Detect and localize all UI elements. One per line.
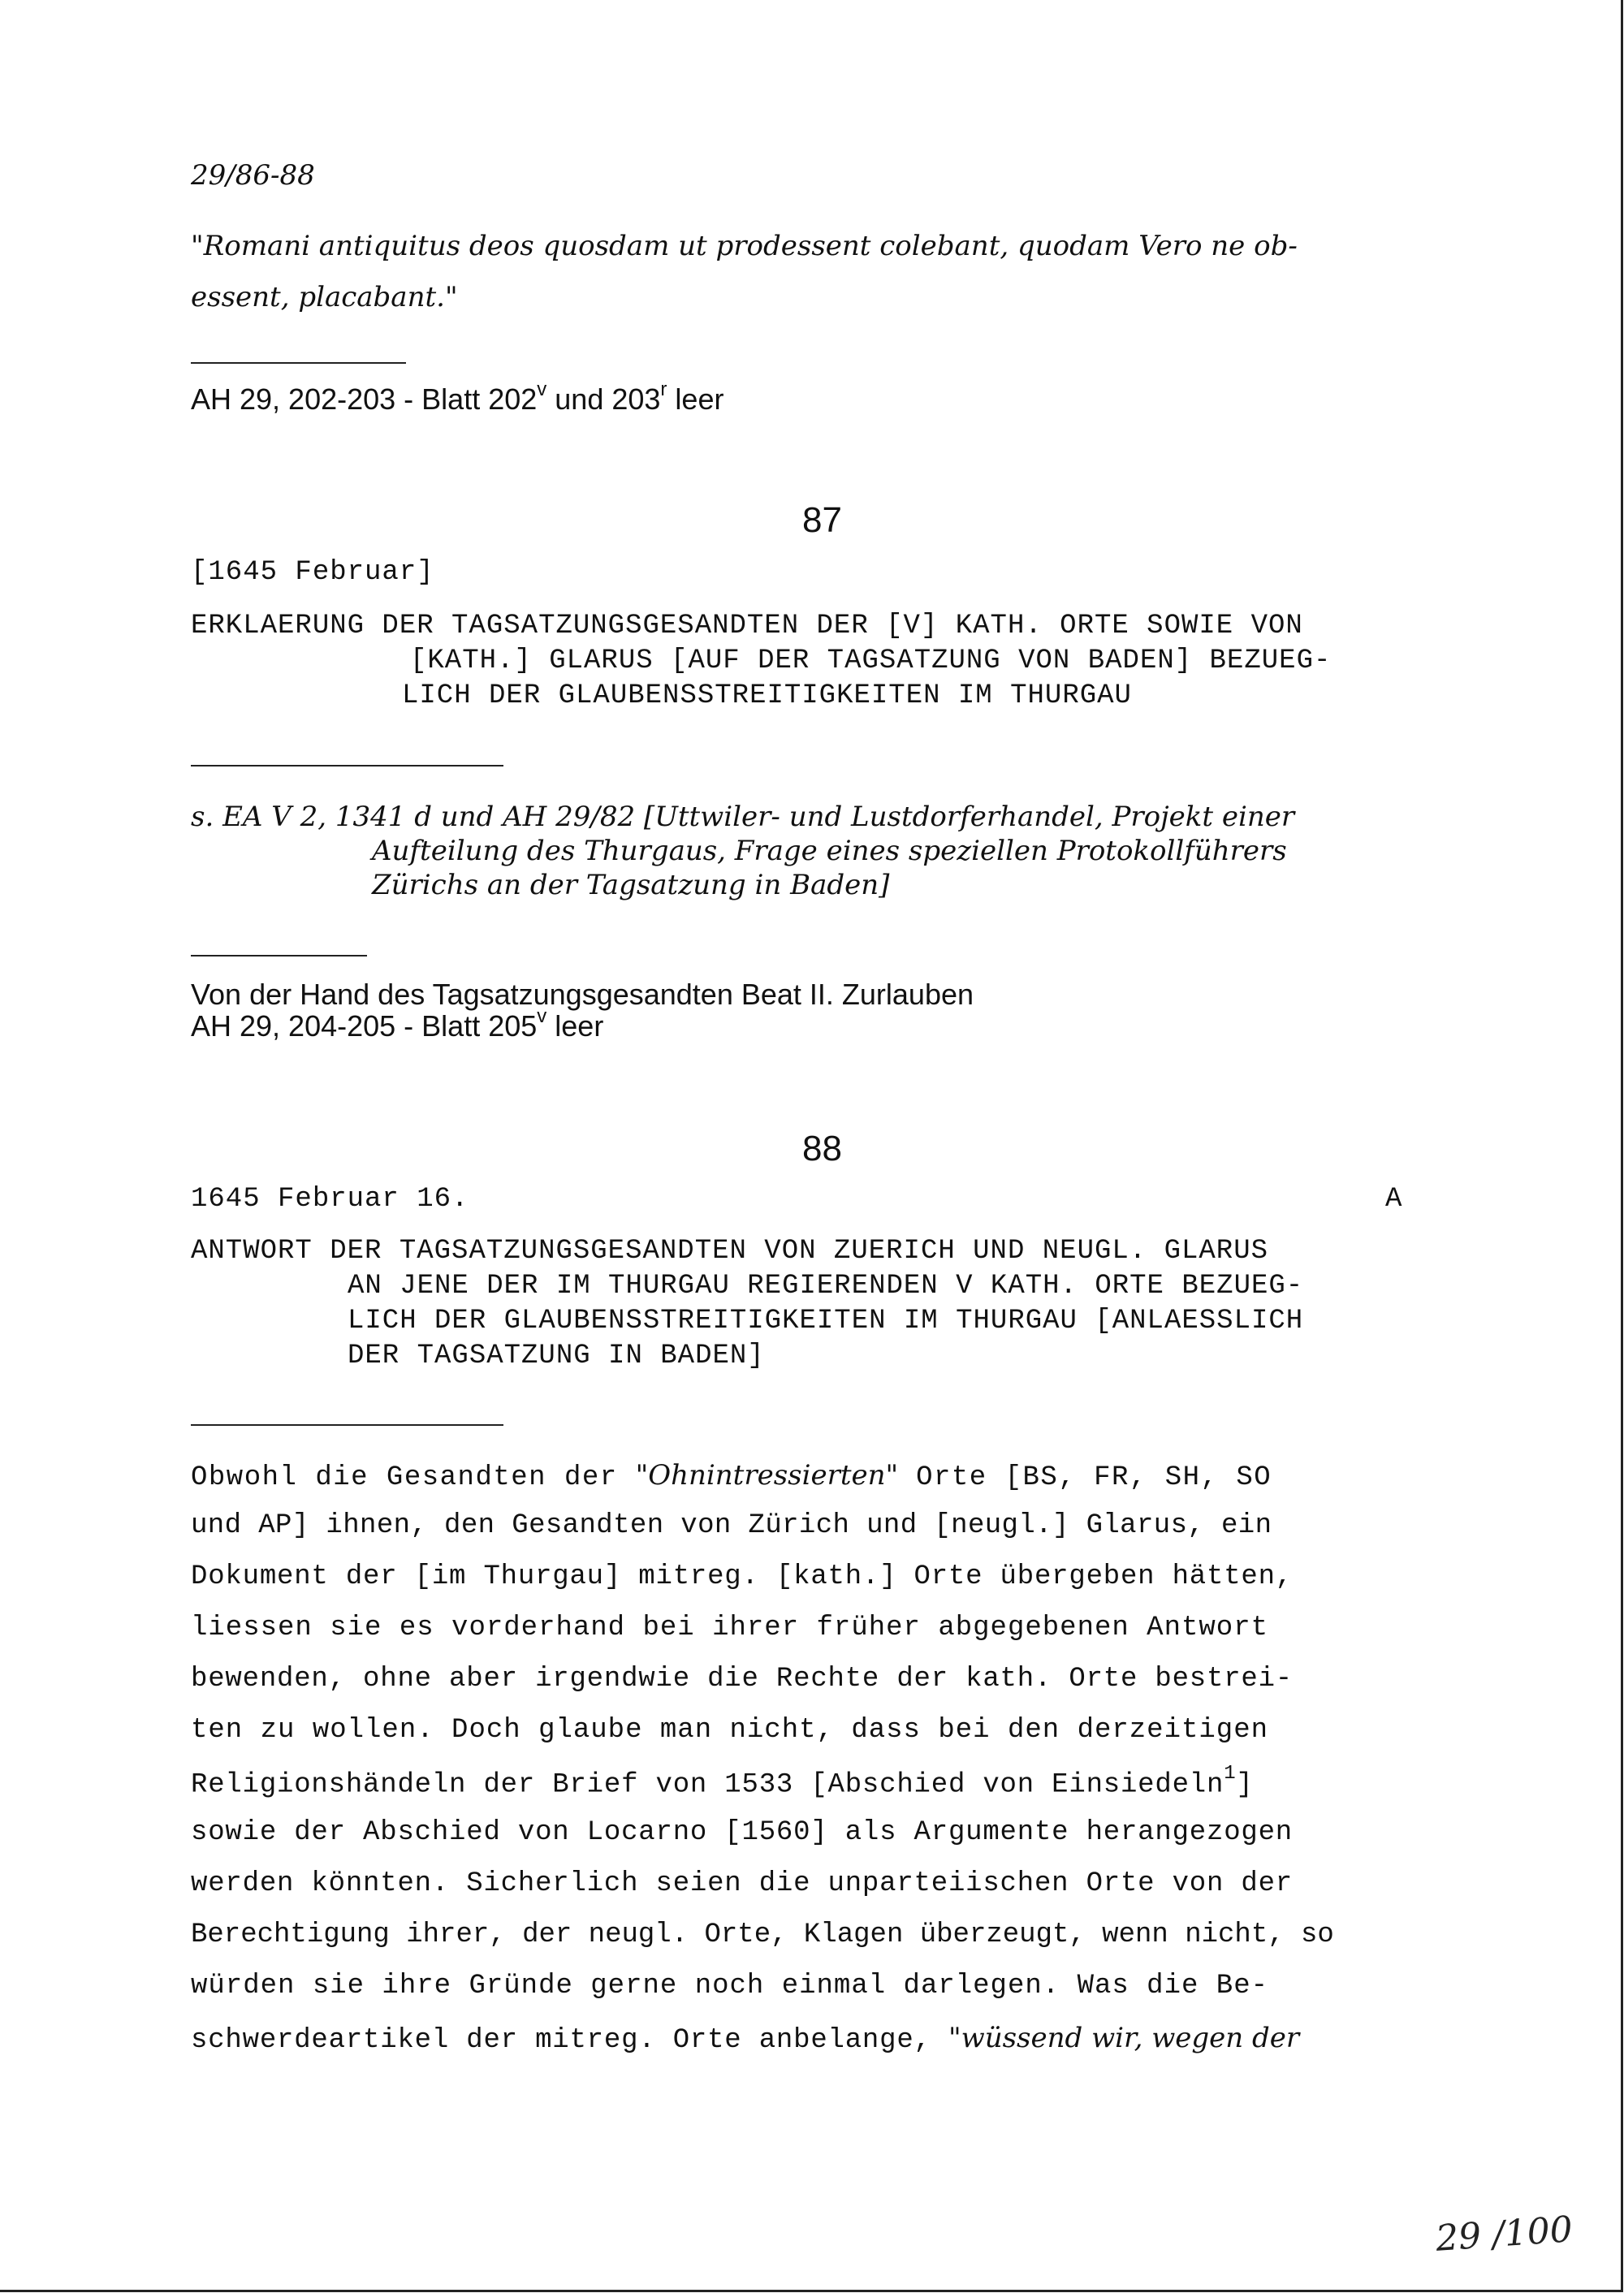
body-line: Religionshändeln der Brief von 1533 [Abschied von Einsiedeln$^1$] [191,1763,1254,1801]
separator-rule [191,955,367,956]
archive-folio-note: AH 29, 204-205 - Blatt 205$^v$ leer [191,1005,604,1043]
document-title-line-2: AN JENE DER IM THURGAU REGIERENDEN V KATH. ORTE BEZUEG- [348,1271,1304,1302]
body-line: werden könnten. Sicherlich seien die unparteiischen Orte von der [191,1868,1294,1899]
separator-rule [191,362,406,364]
body-line: Dokument der [im Thurgau] mitreg. [kath.] Orte übergeben hätten, [191,1561,1294,1592]
document-number: 87 [802,500,842,540]
hand-note: Von der Hand des Tagsatzungsgesandten Beat II. Zurlauben [191,978,974,1011]
document-title-line-2: [KATH.] GLARUS [AUF DER TAGSATZUNG VON BADEN] BEZUEG- [410,646,1332,676]
body-line: ten zu wollen. Doch glaube man nicht, dass bei den derzeitigen [191,1715,1269,1746]
document-title-line-3: LICH DER GLAUBENSSTREITIGKEITEN IM THURGAU [402,680,1132,711]
quote-line-1: "Romani antiquitus deos quosdam ut prodessent colebant, quodam Vero ne ob- [191,230,1298,262]
reference-line-2: Aufteilung des Thurgaus, Frage eines speziellen Protokollführers [372,835,1287,867]
separator-rule [191,765,503,766]
document-title-line-4: DER TAGSATZUNG IN BADEN] [348,1341,765,1371]
document-title-line-1: ANTWORT DER TAGSATZUNGSGESANDTEN VON ZUERICH UND NEUGL. GLARUS [191,1236,1269,1267]
document-date: [1645 Februar] [191,557,434,588]
document-title-line-1: ERKLAERUNG DER TAGSATZUNGSGESANDTEN DER [V] KATH. ORTE SOWIE VON [191,611,1303,641]
body-line: schwerdeartikel der mitreg. Orte anbelange, "wüssend wir, wegen der [191,2022,1300,2056]
document-date: 1645 Februar 16. [191,1184,469,1215]
reference-line-3: Zürichs an der Tagsatzung in Baden] [372,869,890,901]
document-marker: A [1385,1184,1403,1215]
body-line: Obwohl die Gesandten der "Ohnintressierten" Orte [BS, FR, SH, SO [191,1459,1272,1493]
body-line: und AP] ihnen, den Gesandten von Zürich und [neugl.] Glarus, ein [191,1510,1272,1541]
body-line: Berechtigung ihrer, der neugl. Orte, Klagen überzeugt, wenn nicht, so [191,1919,1334,1950]
body-line: würden sie ihre Gründe gerne noch einmal darlegen. Was die Be- [191,1971,1269,2002]
quote-line-2: essent, placabant." [191,281,458,313]
body-line: liessen sie es vorderhand bei ihrer früher abgegebenen Antwort [191,1613,1269,1643]
archive-folio-note: AH 29, 202-203 - Blatt 202$^v$ und 203$^r$ leer [191,378,724,416]
document-title-line-3: LICH DER GLAUBENSSTREITIGKEITEN IM THURGAU [ANLAESSLICH [348,1306,1304,1337]
body-line: sowie der Abschied von Locarno [1560] als Argumente herangezogen [191,1817,1294,1848]
handwritten-page-number: 29 /100 [1434,2209,1574,2260]
reference-line-1: s. EA V 2, 1341 d und AH 29/82 [Uttwiler- und Lustdorferhandel, Projekt einer [191,801,1295,833]
document-number: 88 [802,1129,842,1168]
separator-rule [191,1424,503,1426]
archive-reference: 29/86-88 [191,159,315,192]
body-line: bewenden, ohne aber irgendwie die Rechte der kath. Orte bestrei- [191,1664,1294,1695]
